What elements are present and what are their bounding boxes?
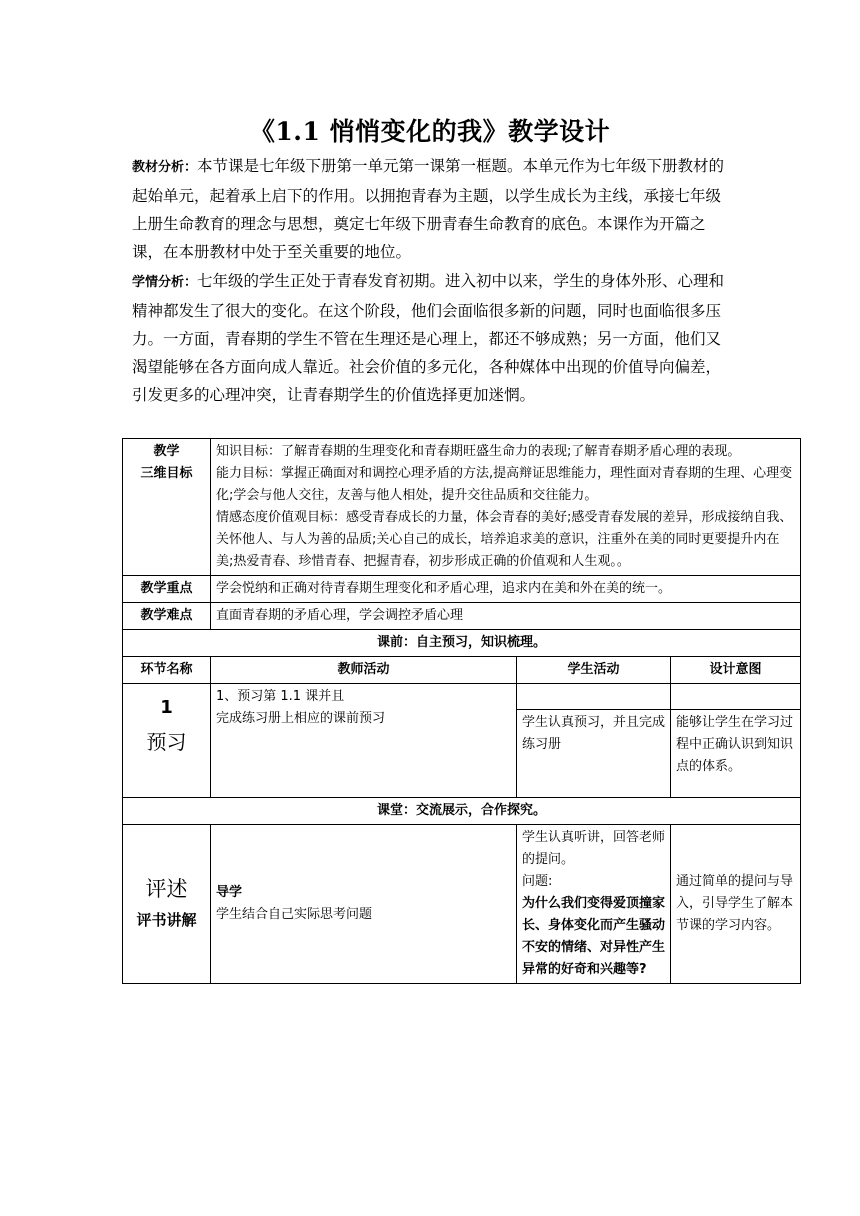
goals-content (211, 439, 801, 576)
difficulty-label: 教学难点 (123, 603, 211, 630)
preview-student-cell: 学生认真预习，并且完成练习册 (517, 710, 671, 798)
key-point-label: 教学重点 (123, 576, 211, 603)
review-student-cell (517, 825, 671, 984)
difficulty-row (123, 603, 801, 630)
review-stage-cell (123, 825, 211, 984)
document-title: 《1.1 悄悄变化的我》教学设计 (249, 117, 611, 146)
preview-teacher-line2: 完成练习册上相应的课前预习 (216, 711, 386, 726)
review-row (123, 825, 801, 984)
goals-label (123, 439, 211, 576)
section-class-row (123, 798, 801, 825)
preview-student-empty (517, 684, 671, 710)
textbook-analysis-label: 教材分析： (132, 160, 198, 175)
textbook-analysis (132, 152, 732, 266)
goals-label-line1: 教学 (153, 444, 180, 459)
key-point-text: 学会悦纳和正确对待青春期生理变化和矛盾心理，追求内在美和外在美的统一。 (211, 576, 801, 603)
preview-teacher-cell (211, 684, 517, 798)
review-teacher-text: 学生结合自己实际思考问题 (216, 907, 373, 922)
review-teacher-cell (211, 825, 517, 984)
textbook-analysis-text: 本节课是七年级下册第一单元第一课第一框题。本单元作为七年级下册教材的起始单元，起着承上启下的作用。以拥抱青春为主题，以学生成长为主线，承接七年级上册生命教育的理念与思想，奠定七年级下册青春生命教育的底色。本课作为开篇之课，在本册教材中处于至关重要的地位。 (132, 157, 725, 261)
student-analysis-text: 七年级的学生正处于青春发育初期。进入初中以来，学生的身体外形、心理和精神都发生了很大的变化。在这个阶段，他们会面临很多新的问题，同时也面临很多压力。一方面，青春期的学生不管在生理还是心理上，都还不够成熟；另一方面，他们又渴望能够在各方面向成人靠近。社会价值的多元化，各种媒体中出现的价值导向偏差，引发更多的心理冲突，让青春期学生的价值选择更加迷惘。 (132, 272, 725, 404)
preview-intent-cell: 能够让学生在学习过程中正确认识到知识点的体系。 (671, 710, 801, 798)
student-analysis (132, 267, 732, 409)
column-header-stage: 环节名称 (123, 657, 211, 684)
preview-stage-cell (123, 684, 211, 798)
review-student-line1: 学生认真听讲，回答老师的提问。 (522, 830, 666, 867)
review-student-question: 为什么我们变得爱顶撞家长、身体变化而产生骚动不安的情绪、对异性产生异常的好奇和兴趣等? (522, 896, 666, 977)
preview-name: 预习 (146, 730, 187, 754)
section-pre-heading: 课前：自主预习，知识梳理。 (123, 630, 801, 657)
difficulty-text: 直面青春期的矛盾心理，学会调控矛盾心理 (211, 603, 801, 630)
preview-teacher-line1: 1、预习第 1.1 课并且 (216, 689, 345, 704)
lesson-plan-table (122, 438, 801, 984)
preview-intent-empty (671, 684, 801, 710)
emotion-goal: 情感态度价值观目标：感受青春成长的力量，体会青春的美好;感受青春发展的差异，形成接纳自我、关怀他人、与人为善的品质;关心自己的成长，培养追求美的意识，注重外在美的同时更要提升内在美;热爱青春、珍惜青春、把握青春，初步形成正确的价值观和人生观。。 (216, 510, 793, 569)
column-header-intent: 设计意图 (671, 657, 801, 684)
section-pre-row (123, 630, 801, 657)
knowledge-goal: 知识目标：了解青春期的生理变化和青春期旺盛生命力的表现;了解青春期矛盾心理的表现。 (216, 444, 741, 459)
section-class-heading: 课堂：交流展示，合作探究。 (123, 798, 801, 825)
column-header-student: 学生活动 (517, 657, 671, 684)
column-header-teacher: 教师活动 (211, 657, 517, 684)
key-point-row (123, 576, 801, 603)
ability-goal: 能力目标：掌握正确面对和调控心理矛盾的方法,提高辩证思维能力，理性面对青春期的生理、心理变化;学会与他人交往，友善与他人相处，提升交往品质和交往能力。 (216, 466, 793, 503)
goals-row (123, 439, 801, 576)
review-student-question-label: 问题: (522, 874, 553, 889)
goals-label-line2: 三维目标 (140, 466, 193, 481)
review-teacher-title: 导学 (216, 885, 243, 900)
preview-number: 1 (160, 697, 173, 718)
review-name: 评述 (145, 877, 188, 901)
column-header-row (123, 657, 801, 684)
review-subname: 评书讲解 (136, 911, 197, 929)
preview-row-top (123, 684, 801, 710)
student-analysis-label: 学情分析： (132, 275, 198, 290)
review-intent-cell: 通过简单的提问与导入，引导学生了解本节课的学习内容。 (671, 825, 801, 984)
